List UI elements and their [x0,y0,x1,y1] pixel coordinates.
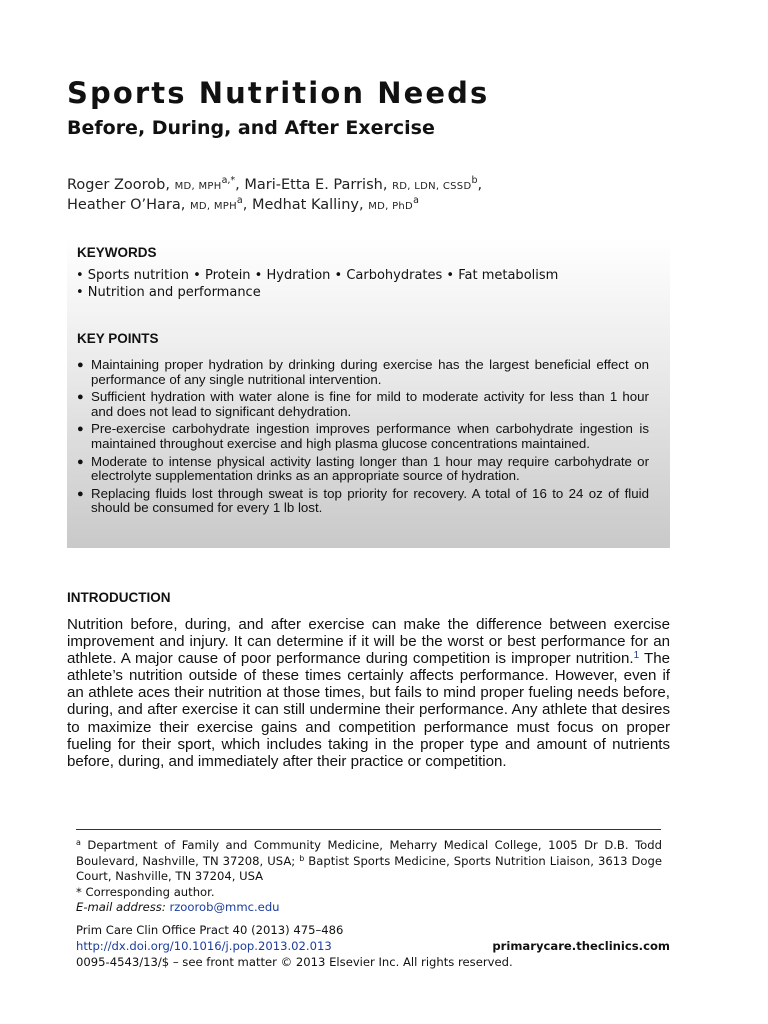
key-point-text: Maintaining proper hydration by drinking during exercise has the largest beneficial effect on performance of any single nutritional intervention. [91,357,649,387]
key-point-text: Pre-exercise carbohydrate ingestion improves performance when carbohydrate ingestion is maintained throughout exercise and high plasma glucose concentrations maintained. [91,421,649,451]
key-points-list [76,358,649,519]
email-line [76,900,662,916]
affiliation-marker: b [299,853,305,863]
email-link[interactable]: rzoorob@mmc.edu [169,900,280,915]
key-point-item [76,358,649,387]
article-title: Sports Nutrition Needs [67,76,490,110]
author-degrees: MD, MPH [189,201,237,212]
author-line-1 [67,176,482,196]
bullet-icon: ● [77,391,84,404]
author-degrees: MD, MPH [174,181,222,192]
author-separator: , [235,177,245,193]
introduction-text: Nutrition before, during, and after exercise can make the difference between exercise improvement and injury. It can determine if it will be the worst or best performance for an athlete. A major cause of poor performance during competition is improper nutrition. [67,616,670,668]
key-point-item [76,390,649,419]
keywords-keypoints-box [67,237,670,548]
affiliation-marker: a,* [221,175,236,186]
bullet-icon: ● [77,423,84,436]
affiliation-marker: a [413,195,419,206]
article-subtitle: Before, During, and After Exercise [67,117,435,139]
footnotes [76,838,662,916]
journal-citation: Prim Care Clin Office Pract 40 (2013) 475–486 [76,923,344,937]
author-degrees: MD, PhD [368,201,414,212]
introduction-text: The athlete’s nutrition outside of these times certainly affects performance. However, even if an athlete aces their nutrition at those times, but fails to mind proper fueling needs before, during, and after exercise it can still undermine their performance. Any athlete that desires to maximize their exercise gains and competition performance must focus on proper fueling for their sport, which includes taking in the proper type and amount of nutrients before, during, and immediately after their practice or competition. [67,650,670,770]
copyright-line: 0095-4543/13/$ – see front matter © 2013 Elsevier Inc. All rights reserved. [76,954,513,969]
author-separator: , [242,197,252,213]
key-point-text: Replacing fluids lost through sweat is top priority for recovery. A total of 16 to 24 oz of fluid should be consumed for every 1 lb lost. [91,485,649,516]
key-point-text: Moderate to intense physical activity lasting longer than 1 hour may require carbohydrate or electrolyte supplementation drinks as an appropriate source of hydration. [91,453,649,484]
author-name: Roger Zoorob, [67,177,175,193]
affiliation-marker: b [471,175,478,186]
doi-link[interactable]: http://dx.doi.org/10.1016/j.pop.2013.02.013 [76,938,332,953]
author-separator: , [477,177,483,193]
reference-link[interactable]: 1 [633,650,640,662]
bullet-icon: ● [77,487,84,500]
key-point-item [76,422,649,451]
introduction-heading: INTRODUCTION [67,590,171,605]
affiliations [76,838,662,885]
key-point-text: Sufficient hydration with water alone is fine for mild to moderate activity for less than 1 hour and does not lead to significant dehydration. [91,389,649,419]
author-name: Heather O’Hara, [67,197,190,213]
bullet-icon: ● [77,455,84,468]
affiliation-marker: a [76,838,81,847]
keywords-heading: KEYWORDS [77,245,157,260]
affiliation-text: Department of Family and Community Medicine, Meharry Medical College, 1005 Dr D.B. Todd Boulevard, Nashville, TN 37208, USA; [76,838,662,868]
author-line-2 [67,196,482,216]
author-name: Mari-Etta E. Parrish, [244,177,393,193]
introduction-paragraph [67,616,670,770]
email-label: E-mail address: [76,900,166,915]
affiliation-marker: a [236,195,243,206]
author-name: Medhat Kalliny, [251,197,369,213]
keywords-line: • Nutrition and performance [76,285,261,300]
author-degrees: RD, LDN, CSSD [392,181,472,192]
keywords-line: • Sports nutrition • Protein • Hydration • Carbohydrates • Fat metabolism [76,268,559,283]
author-list [67,176,482,216]
key-point-item [76,487,649,516]
key-points-heading: KEY POINTS [77,331,159,346]
affiliation-text: Baptist Sports Medicine, Sports Nutrition Liaison, 3613 Doge Court, Nashville, TN 37204, USA [76,853,663,884]
footnote-divider [76,829,661,830]
bullet-icon: ● [77,359,84,371]
corresponding-author-note: * Corresponding author. [76,884,215,899]
journal-website: primarycare.theclinics.com [492,939,670,953]
key-point-item [76,455,649,484]
